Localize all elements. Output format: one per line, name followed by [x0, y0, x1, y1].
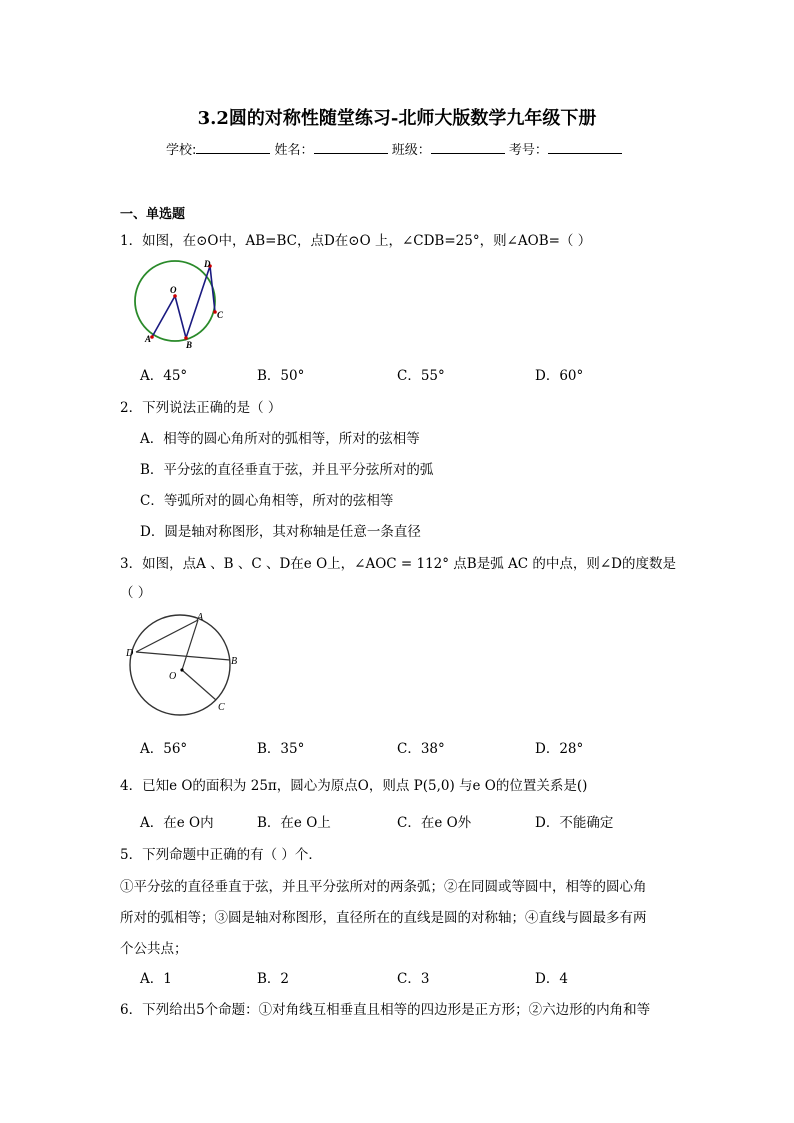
- q5-line-1: ①平分弦的直径垂直于弦，并且平分弦所对的两条弧；②在同圆或等圆中，相等的圆心角: [120, 879, 647, 895]
- page-title: 3.2圆的对称性随堂练习-北师大版数学九年级下册: [197, 108, 597, 129]
- q3-center-dot: [180, 668, 183, 671]
- q1-figure: [130, 254, 230, 354]
- student-info-line: [166, 139, 622, 158]
- q5-line-3: 个公共点；: [120, 941, 188, 957]
- q1-option-c: C．55°: [397, 368, 445, 384]
- q1-option-d: D．60°: [535, 368, 584, 384]
- q6-stem: 6．下列给出5个命题：①对角线互相垂直且相等的四边形是正方形；②六边形的内角和等: [120, 1002, 651, 1018]
- q3-option-b: B．35°: [257, 741, 305, 757]
- q3-label-c: C: [218, 702, 225, 713]
- q5-option-c: C．3: [397, 971, 430, 987]
- q2-stem: 2．下列说法正确的是（ ）: [120, 400, 282, 416]
- q3-label-d: D: [126, 648, 134, 659]
- q3-label-a: A: [197, 612, 204, 623]
- name-label: 姓名：: [274, 143, 314, 158]
- school-label: 学校:: [166, 143, 197, 158]
- q2-option-d: D．圆是轴对称图形，其对称轴是任意一条直径: [140, 524, 421, 540]
- q3-label-o: O: [169, 671, 177, 682]
- class-label: 班级：: [391, 143, 431, 158]
- q3-option-a: A．56°: [140, 741, 188, 757]
- q1-label-o: O: [170, 285, 177, 295]
- q3-circle: [130, 615, 230, 715]
- id-blank: [548, 142, 622, 154]
- q3-label-b: B: [231, 656, 238, 667]
- q1-option-a: A．45°: [140, 368, 188, 384]
- q4-stem: 4．已知e O的面积为 25π，圆心为原点O，则点 P(5,0) 与e O的位置关系是(): [120, 778, 588, 794]
- q2-option-c: C．等弧所对的圆心角相等，所对的弦相等: [140, 493, 394, 509]
- q5-option-b: B．2: [257, 971, 290, 987]
- id-label: 考号：: [508, 143, 548, 158]
- q1-option-b: B．50°: [257, 368, 305, 384]
- q1-label-c: C: [217, 310, 224, 320]
- q3-chord-db: [136, 652, 230, 660]
- q5-option-d: D．4: [535, 971, 568, 987]
- q2-option-b: B．平分弦的直径垂直于弦，并且平分弦所对的弧: [140, 462, 434, 478]
- q3-stem-line1: 3．如图，点A 、B 、C 、D在e O上，∠AOC = 112° 点B是弧 AC 的中点，则∠D的度数是: [120, 556, 677, 572]
- q1-stem: 1．如图，在⊙O中，AB=BC，点D在⊙O 上，∠CDB=25°，则∠AOB=（ ）: [120, 233, 592, 249]
- q3-figure: [122, 610, 247, 722]
- school-blank: [196, 142, 270, 154]
- section-title: 一、单选题: [120, 207, 186, 222]
- q3-radius-oc: [182, 670, 216, 700]
- q4-option-b: B．在e O上: [257, 815, 331, 831]
- q3-stem-line2: （ ）: [120, 585, 152, 601]
- q3-option-d: D．28°: [535, 741, 584, 757]
- q4-option-a: A．在e O内: [140, 815, 214, 831]
- q1-label-b: B: [186, 340, 193, 350]
- q1-circle: [135, 261, 215, 341]
- q5-stem: 5．下列命题中正确的有（ ）个．: [120, 847, 322, 863]
- q4-option-d: D．不能确定: [535, 815, 614, 831]
- q3-option-c: C．38°: [397, 741, 445, 757]
- q5-line-2: 所对的弧相等；③圆是轴对称图形，直径所在的直线是圆的对称轴；④直线与圆最多有两: [120, 910, 647, 926]
- q2-option-a: A．相等的圆心角所对的弧相等，所对的弦相等: [140, 431, 420, 447]
- class-blank: [431, 142, 505, 154]
- q4-option-c: C．在e O外: [397, 815, 472, 831]
- name-blank: [314, 142, 388, 154]
- q1-label-d: D: [204, 259, 211, 269]
- q1-label-a: A: [145, 334, 152, 344]
- q5-option-a: A．1: [140, 971, 172, 987]
